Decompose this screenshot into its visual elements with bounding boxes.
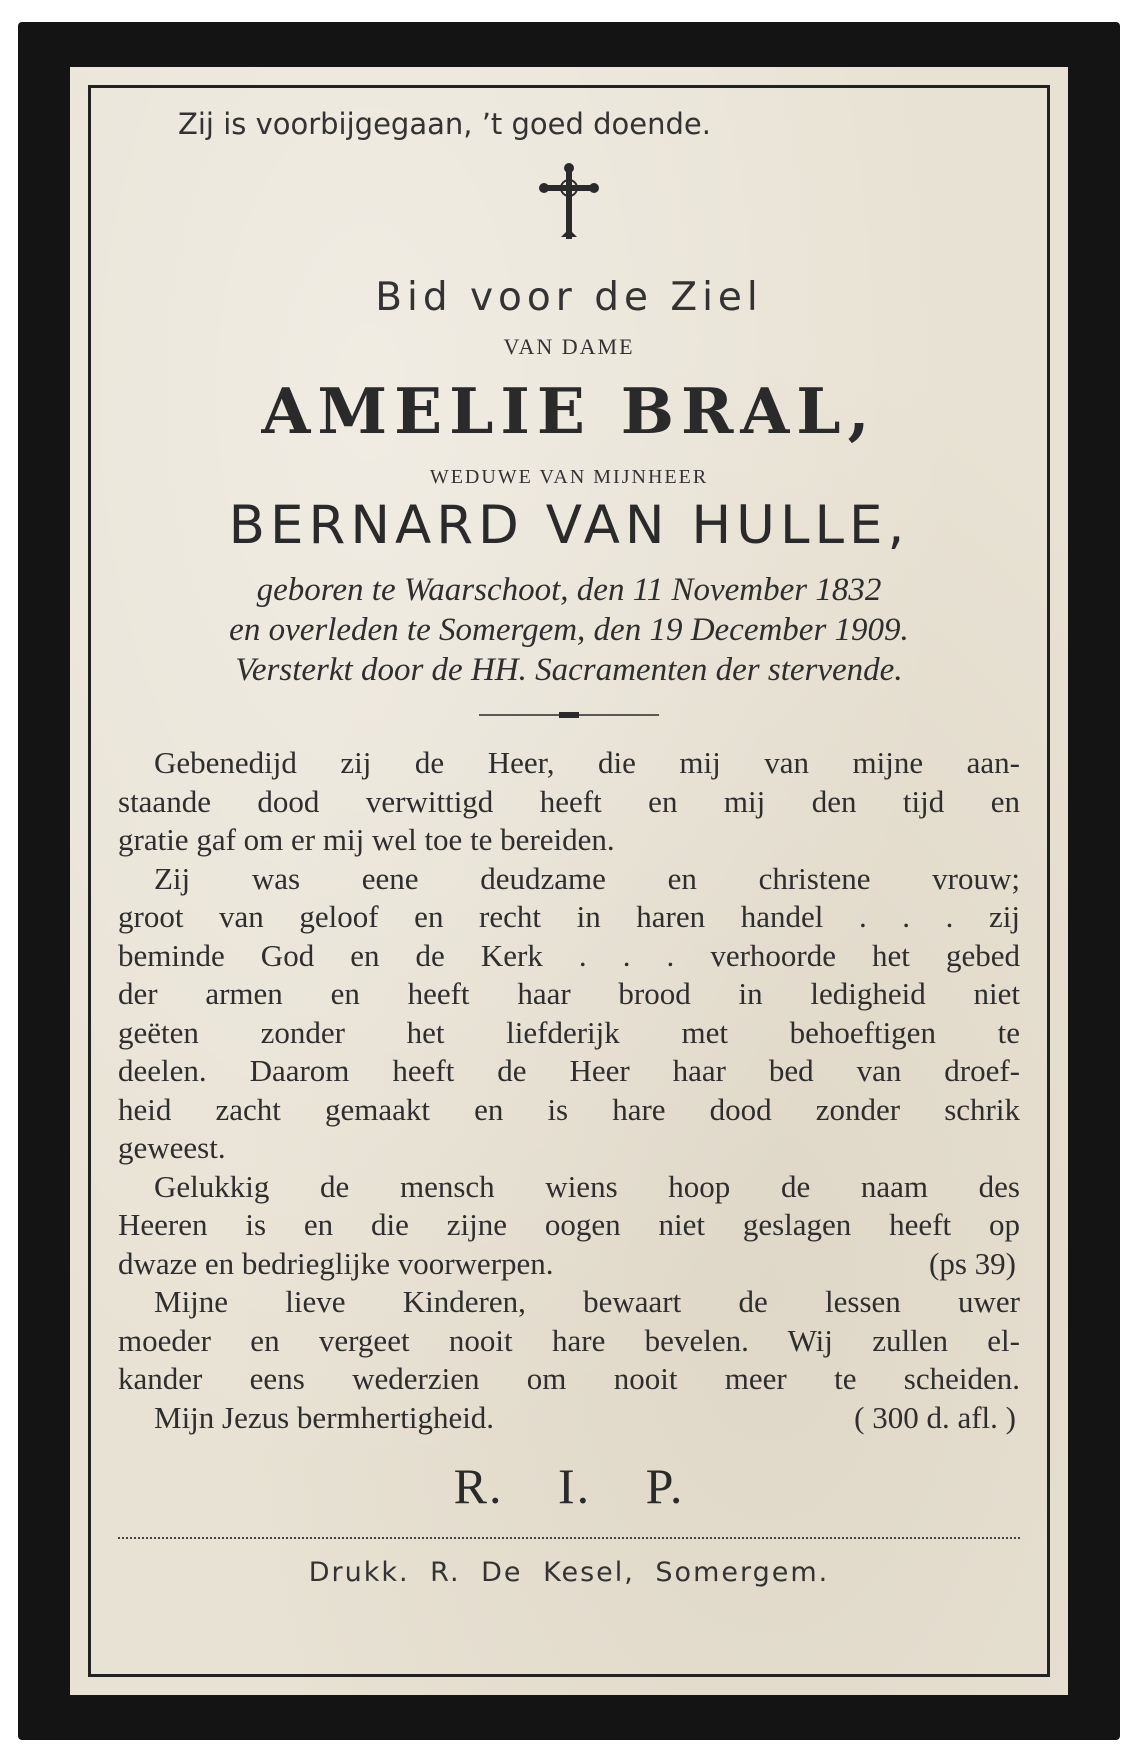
text-line: Gebenedijd zij de Heer, die mij van mijne aan- (154, 745, 1020, 780)
text-line: geëten zonder het liefderijk met behoeftigen te (118, 1014, 1020, 1050)
died-line: en overleden te Somergem, den 19 December 1909. (229, 612, 909, 648)
sacraments-line: Versterkt door de HH. Sacramenten der stervende. (235, 652, 903, 688)
ornament-divider (479, 708, 659, 722)
text-line: Zij was eene deudzame en christene vrouw; (154, 860, 1020, 896)
van-dame-label: VAN DAME (503, 334, 635, 359)
rip-text: R. I. P. (453, 1458, 685, 1514)
cross-icon (539, 163, 599, 241)
text-line: staande dood verwittigd heeft en mij den tijd en (118, 783, 1020, 819)
text-line: gratie gaf om er mij wel toe te bereiden. (118, 822, 615, 857)
text-line: Mijne lieve Kinderen, bewaart de lessen uwer (154, 1284, 1020, 1319)
text-line: beminde God en de Kerk . . . verhoorde het gebed (118, 937, 1020, 973)
text-line: Gelukkig de mensch wiens hoop de naam des (154, 1168, 1020, 1204)
text-line: kander eens wederzien om nooit meer te scheiden. (118, 1361, 1020, 1396)
indulgence-line (118, 1399, 1020, 1438)
born-line: geboren te Waarschoot, den 11 November 1832 (256, 572, 882, 608)
psalm-line (118, 1245, 1020, 1284)
widow-label: WEDUWE VAN MIJNHEER (429, 466, 709, 488)
text-line: Heeren is en die zijne oogen niet geslagen heeft op (118, 1207, 1020, 1242)
body-text (118, 744, 1020, 1437)
printer-credit: Drukk. R. De Kesel, Somergem. (308, 1557, 830, 1588)
text-line: dwaze en bedrieglijke voorwerpen. (118, 1245, 554, 1281)
text-line: heid zacht gemaakt en is hare dood zonder schrik (118, 1091, 1020, 1127)
text-line: moeder en vergeet nooit hare bevelen. Wij zullen el- (118, 1322, 1020, 1358)
prayer-heading: Bid voor de Ziel (375, 275, 763, 320)
memorial-card (18, 22, 1120, 1740)
card-content (118, 107, 1020, 1588)
text-line: groot van geloof en recht in haren handel . . . zij (118, 899, 1020, 934)
psalm-reference: (ps 39) (929, 1245, 1016, 1281)
card-paper (70, 67, 1068, 1695)
text-line: der armen en heeft haar brood in ledigheid niet (118, 976, 1020, 1011)
life-dates (118, 570, 1020, 690)
indulgence-note: ( 300 d. afl. ) (854, 1399, 1016, 1435)
dotted-rule (118, 1537, 1020, 1539)
text-line: deelen. Daarom heeft de Heer haar bed van droef- (118, 1053, 1020, 1088)
text-line: Mijn Jezus bermhertigheid. (154, 1399, 495, 1435)
husband-name: BERNARD VAN HULLE, (228, 495, 910, 556)
motto: Zij is voorbijgegaan, ’t goed doende. (178, 107, 711, 141)
deceased-name: AMELIE BRAL, (261, 374, 877, 448)
text-line: geweest. (118, 1130, 226, 1165)
